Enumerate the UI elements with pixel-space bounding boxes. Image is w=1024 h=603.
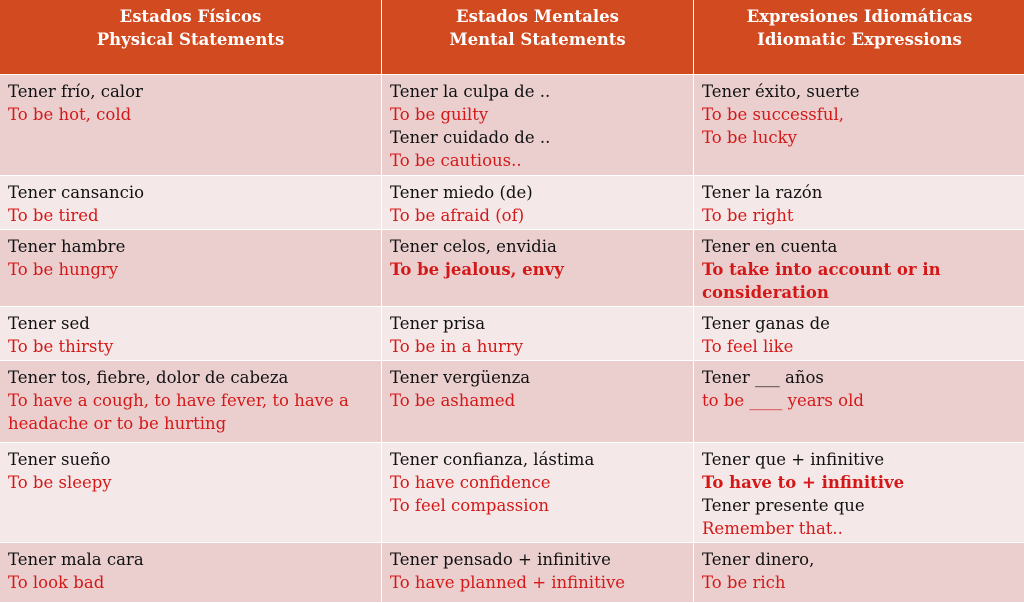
english-translation: To be rich	[702, 571, 1018, 594]
cell-physical	[0, 75, 382, 176]
header-english: Idiomatic Expressions	[698, 28, 1021, 51]
header-spanish: Expresiones Idiomáticas	[698, 5, 1021, 28]
spanish-phrase: Tener frío, calor	[8, 80, 374, 103]
spanish-phrase: Tener presente que	[702, 494, 1018, 517]
english-translation: to be ____ years old	[702, 389, 1018, 412]
cell-physical	[0, 543, 382, 603]
header-spanish: Estados Físicos	[4, 5, 377, 28]
header-row	[0, 0, 1024, 75]
english-translation: To have a cough, to have fever, to have a headache or to be hurting	[8, 389, 374, 435]
cell-idiomatic	[694, 307, 1024, 361]
spanish-phrase: Tener mala cara	[8, 548, 374, 571]
header-physical-statements	[0, 0, 382, 75]
table-row	[0, 75, 1024, 176]
english-translation: To be jealous, envy	[390, 258, 686, 281]
spanish-phrase: Tener la razón	[702, 181, 1018, 204]
spanish-phrase: Tener cansancio	[8, 181, 374, 204]
cell-idiomatic	[694, 176, 1024, 230]
cell-physical	[0, 307, 382, 361]
english-translation: To be tired	[8, 204, 374, 227]
table-row	[0, 443, 1024, 543]
cell-idiomatic	[694, 361, 1024, 443]
table-row	[0, 307, 1024, 361]
cell-physical	[0, 443, 382, 543]
english-translation: To be hot, cold	[8, 103, 374, 126]
spanish-phrase: Tener hambre	[8, 235, 374, 258]
cell-mental	[382, 230, 694, 307]
english-translation: To be afraid (of)	[390, 204, 686, 227]
cell-mental	[382, 443, 694, 543]
cell-mental	[382, 307, 694, 361]
spanish-phrase: Tener pensado + infinitive	[390, 548, 686, 571]
english-translation: To feel like	[702, 335, 1018, 358]
table-row	[0, 230, 1024, 307]
spanish-phrase: Tener cuidado de ..	[390, 126, 686, 149]
spanish-phrase: Tener prisa	[390, 312, 686, 335]
spanish-phrase: Tener ganas de	[702, 312, 1018, 335]
spanish-phrase: Tener tos, fiebre, dolor de cabeza	[8, 366, 374, 389]
cell-idiomatic	[694, 75, 1024, 176]
english-translation: To be ashamed	[390, 389, 686, 412]
cell-physical	[0, 176, 382, 230]
header-english: Mental Statements	[386, 28, 689, 51]
cell-mental	[382, 75, 694, 176]
english-translation: To have to + infinitive	[702, 471, 1018, 494]
cell-mental	[382, 176, 694, 230]
english-translation: To have planned + infinitive	[390, 571, 686, 594]
english-translation: To be thirsty	[8, 335, 374, 358]
english-translation: To be cautious..	[390, 149, 686, 172]
spanish-phrase: Tener confianza, lástima	[390, 448, 686, 471]
table-row	[0, 543, 1024, 603]
english-translation: To be lucky	[702, 126, 1018, 149]
spanish-phrase: Tener éxito, suerte	[702, 80, 1018, 103]
table-row	[0, 176, 1024, 230]
cell-idiomatic	[694, 443, 1024, 543]
spanish-phrase: Tener sueño	[8, 448, 374, 471]
english-translation: To take into account or in consideration	[702, 258, 1018, 304]
cell-physical	[0, 230, 382, 307]
spanish-phrase: Tener ___ años	[702, 366, 1018, 389]
header-idiomatic-expressions	[694, 0, 1024, 75]
spanish-phrase: Tener la culpa de ..	[390, 80, 686, 103]
english-translation: To be successful,	[702, 103, 1018, 126]
cell-idiomatic	[694, 543, 1024, 603]
spanish-phrase: Tener en cuenta	[702, 235, 1018, 258]
english-translation: Remember that..	[702, 517, 1018, 540]
english-translation: To be hungry	[8, 258, 374, 281]
header-english: Physical Statements	[4, 28, 377, 51]
spanish-phrase: Tener vergüenza	[390, 366, 686, 389]
english-translation: To be in a hurry	[390, 335, 686, 358]
english-translation: To look bad	[8, 571, 374, 594]
english-translation: To feel compassion	[390, 494, 686, 517]
header-spanish: Estados Mentales	[386, 5, 689, 28]
header-mental-statements	[382, 0, 694, 75]
spanish-phrase: Tener celos, envidia	[390, 235, 686, 258]
cell-mental	[382, 361, 694, 443]
english-translation: To be sleepy	[8, 471, 374, 494]
spanish-phrase: Tener miedo (de)	[390, 181, 686, 204]
cell-physical	[0, 361, 382, 443]
table-row	[0, 361, 1024, 443]
english-translation: To be right	[702, 204, 1018, 227]
spanish-phrase: Tener sed	[8, 312, 374, 335]
english-translation: To have confidence	[390, 471, 686, 494]
spanish-phrase: Tener que + infinitive	[702, 448, 1018, 471]
spanish-phrase: Tener dinero,	[702, 548, 1018, 571]
english-translation: To be guilty	[390, 103, 686, 126]
cell-mental	[382, 543, 694, 603]
cell-idiomatic	[694, 230, 1024, 307]
